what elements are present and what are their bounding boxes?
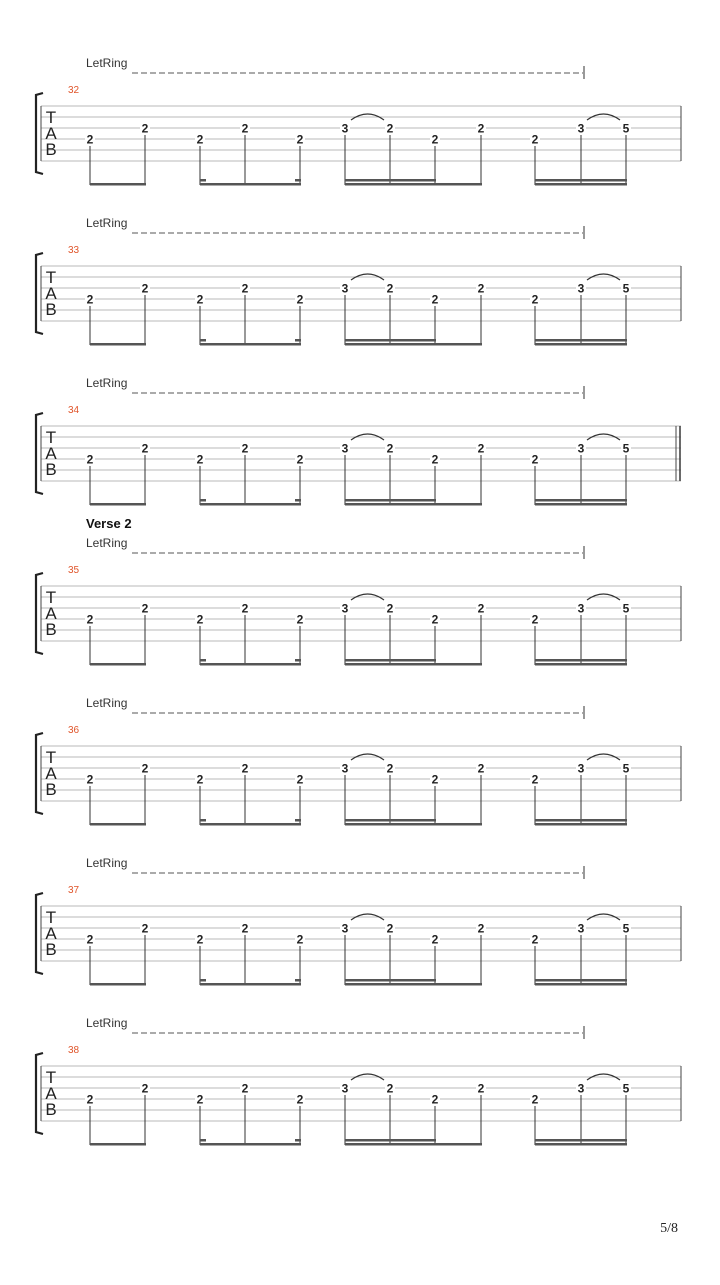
beam-partial	[200, 659, 206, 662]
beam-partial	[200, 499, 206, 502]
beam-secondary	[535, 1139, 627, 1142]
section-title: Verse 2	[86, 516, 132, 531]
tab-clef-letter: A	[45, 284, 57, 303]
tab-system-37	[36, 856, 681, 986]
beam-primary	[535, 343, 627, 346]
beam-primary	[345, 823, 482, 826]
fret-number: 3	[341, 1081, 349, 1096]
tab-system-36	[36, 696, 681, 826]
beam-partial	[295, 339, 301, 342]
beam-primary	[345, 343, 482, 346]
fret-number: 2	[431, 132, 439, 147]
beam-primary	[200, 183, 301, 186]
beam-primary	[535, 663, 627, 666]
tab-clef-letter: A	[45, 444, 57, 463]
fret-number: 2	[241, 761, 249, 776]
beam-secondary	[345, 819, 436, 822]
fret-number: 3	[577, 441, 585, 456]
measure-number: 32	[68, 85, 80, 96]
tab-system-32	[36, 56, 681, 186]
fret-number: 5	[622, 121, 630, 136]
fret-number: 3	[577, 121, 585, 136]
fret-number: 2	[296, 1092, 304, 1107]
beam-partial	[295, 659, 301, 662]
fret-number: 2	[531, 132, 539, 147]
fret-number: 2	[386, 441, 394, 456]
fret-number: 2	[86, 132, 94, 147]
beam-partial	[200, 339, 206, 342]
tab-clef-letter: T	[45, 428, 57, 447]
beam-partial	[295, 819, 301, 822]
beam-secondary	[535, 339, 627, 342]
fret-number: 2	[477, 1081, 485, 1096]
beam-primary	[90, 503, 146, 506]
fret-number: 2	[141, 921, 149, 936]
beam-partial	[295, 1139, 301, 1142]
beam-secondary	[345, 499, 436, 502]
fret-number: 2	[141, 761, 149, 776]
tab-clef-letter: B	[45, 620, 57, 639]
system-bracket	[36, 733, 43, 814]
fret-number: 3	[341, 601, 349, 616]
beam-partial	[200, 819, 206, 822]
beam-partial	[295, 179, 301, 182]
beam-primary	[345, 983, 482, 986]
fret-number: 2	[141, 601, 149, 616]
fret-number: 2	[196, 612, 204, 627]
beam-primary	[200, 983, 301, 986]
beam-primary	[535, 183, 627, 186]
fret-number: 2	[86, 1092, 94, 1107]
tab-clef-letter: T	[45, 748, 57, 767]
tab-clef-letter: A	[45, 924, 57, 943]
fret-number: 2	[531, 1092, 539, 1107]
beam-secondary	[345, 339, 436, 342]
beam-secondary	[535, 819, 627, 822]
fret-number: 5	[622, 1081, 630, 1096]
measure-number: 36	[68, 725, 80, 736]
fret-number: 2	[296, 612, 304, 627]
tab-clef-letter: B	[45, 940, 57, 959]
fret-number: 2	[531, 612, 539, 627]
fret-number: 2	[386, 601, 394, 616]
beam-primary	[90, 823, 146, 826]
letring-label: LetRing	[86, 1016, 128, 1030]
fret-number: 5	[622, 921, 630, 936]
beam-secondary	[535, 979, 627, 982]
fret-number: 2	[141, 441, 149, 456]
fret-number: 2	[196, 932, 204, 947]
beam-primary	[535, 823, 627, 826]
fret-number: 2	[141, 1081, 149, 1096]
tab-clef-letter: A	[45, 604, 57, 623]
beam-partial	[200, 179, 206, 182]
fret-number: 2	[477, 441, 485, 456]
fret-number: 2	[296, 132, 304, 147]
tab-clef-letter: B	[45, 1100, 57, 1119]
beam-primary	[90, 343, 146, 346]
fret-number: 2	[386, 121, 394, 136]
fret-number: 2	[296, 772, 304, 787]
fret-number: 2	[477, 121, 485, 136]
tab-clef-letter: T	[45, 588, 57, 607]
beam-secondary	[345, 1139, 436, 1142]
fret-number: 2	[477, 601, 485, 616]
fret-number: 2	[386, 1081, 394, 1096]
letring-label: LetRing	[86, 536, 128, 550]
fret-number: 3	[341, 761, 349, 776]
fret-number: 2	[241, 601, 249, 616]
system-bracket	[36, 253, 43, 334]
beam-primary	[90, 1143, 146, 1146]
beam-primary	[90, 983, 146, 986]
fret-number: 2	[431, 452, 439, 467]
fret-number: 2	[477, 761, 485, 776]
system-bracket	[36, 573, 43, 654]
fret-number: 2	[241, 441, 249, 456]
fret-number: 2	[477, 921, 485, 936]
letring-label: LetRing	[86, 56, 128, 70]
fret-number: 2	[241, 921, 249, 936]
beam-partial	[200, 1139, 206, 1142]
fret-number: 2	[431, 292, 439, 307]
fret-number: 2	[86, 292, 94, 307]
system-bracket	[36, 1053, 43, 1134]
fret-number: 2	[531, 452, 539, 467]
page-number: 5/8	[660, 1221, 678, 1236]
tab-system-34	[36, 376, 681, 506]
beam-secondary	[345, 979, 436, 982]
beam-partial	[200, 979, 206, 982]
fret-number: 2	[241, 121, 249, 136]
fret-number: 3	[341, 121, 349, 136]
letring-label: LetRing	[86, 696, 128, 710]
tab-system-38	[36, 1016, 681, 1146]
fret-number: 2	[196, 452, 204, 467]
beam-primary	[200, 1143, 301, 1146]
fret-number: 2	[386, 281, 394, 296]
beam-primary	[345, 183, 482, 186]
fret-number: 3	[341, 921, 349, 936]
fret-number: 2	[196, 292, 204, 307]
beam-primary	[200, 823, 301, 826]
fret-number: 3	[577, 281, 585, 296]
fret-number: 2	[241, 1081, 249, 1096]
fret-number: 2	[196, 772, 204, 787]
fret-number: 3	[341, 441, 349, 456]
letring-label: LetRing	[86, 856, 128, 870]
beam-primary	[345, 663, 482, 666]
fret-number: 3	[577, 921, 585, 936]
beam-primary	[535, 1143, 627, 1146]
letring-label: LetRing	[86, 376, 128, 390]
beam-secondary	[535, 179, 627, 182]
fret-number: 2	[196, 1092, 204, 1107]
fret-number: 2	[296, 452, 304, 467]
system-bracket	[36, 893, 43, 974]
beam-primary	[200, 663, 301, 666]
beam-primary	[200, 503, 301, 506]
tab-clef-letter: T	[45, 108, 57, 127]
fret-number: 2	[531, 932, 539, 947]
fret-number: 5	[622, 281, 630, 296]
fret-number: 2	[386, 921, 394, 936]
fret-number: 2	[431, 1092, 439, 1107]
fret-number: 5	[622, 761, 630, 776]
fret-number: 5	[622, 441, 630, 456]
measure-number: 35	[68, 565, 80, 576]
fret-number: 2	[531, 292, 539, 307]
fret-number: 3	[341, 281, 349, 296]
fret-number: 2	[386, 761, 394, 776]
tab-clef-letter: B	[45, 780, 57, 799]
fret-number: 2	[296, 932, 304, 947]
beam-primary	[90, 183, 146, 186]
tab-clef-letter: T	[45, 908, 57, 927]
fret-number: 2	[86, 452, 94, 467]
tab-clef-letter: A	[45, 1084, 57, 1103]
beam-partial	[295, 979, 301, 982]
fret-number: 2	[141, 121, 149, 136]
tab-clef-letter: T	[45, 1068, 57, 1087]
measure-number: 37	[68, 885, 80, 896]
tab-clef-letter: B	[45, 460, 57, 479]
tab-system-33	[36, 216, 681, 346]
beam-secondary	[345, 659, 436, 662]
fret-number: 2	[196, 132, 204, 147]
beam-primary	[535, 503, 627, 506]
fret-number: 2	[141, 281, 149, 296]
beam-primary	[200, 343, 301, 346]
fret-number: 2	[241, 281, 249, 296]
beam-secondary	[535, 499, 627, 502]
tab-clef-letter: A	[45, 764, 57, 783]
fret-number: 2	[531, 772, 539, 787]
tab-clef-letter: T	[45, 268, 57, 287]
fret-number: 2	[86, 612, 94, 627]
fret-number: 2	[296, 292, 304, 307]
beam-primary	[535, 983, 627, 986]
fret-number: 2	[86, 932, 94, 947]
measure-number: 34	[68, 405, 80, 416]
beam-primary	[345, 503, 482, 506]
fret-number: 2	[431, 932, 439, 947]
fret-number: 3	[577, 601, 585, 616]
fret-number: 2	[431, 612, 439, 627]
letring-label: LetRing	[86, 216, 128, 230]
beam-secondary	[345, 179, 436, 182]
fret-number: 3	[577, 761, 585, 776]
fret-number: 2	[477, 281, 485, 296]
tab-clef-letter: A	[45, 124, 57, 143]
fret-number: 2	[86, 772, 94, 787]
tab-clef-letter: B	[45, 300, 57, 319]
fret-number: 3	[577, 1081, 585, 1096]
system-bracket	[36, 413, 43, 494]
beam-primary	[345, 1143, 482, 1146]
beam-primary	[90, 663, 146, 666]
tab-clef-letter: B	[45, 140, 57, 159]
measure-number: 33	[68, 245, 80, 256]
beam-partial	[295, 499, 301, 502]
fret-number: 2	[431, 772, 439, 787]
system-bracket	[36, 93, 43, 174]
fret-number: 5	[622, 601, 630, 616]
tab-system-35	[36, 516, 681, 666]
measure-number: 38	[68, 1045, 80, 1056]
beam-secondary	[535, 659, 627, 662]
